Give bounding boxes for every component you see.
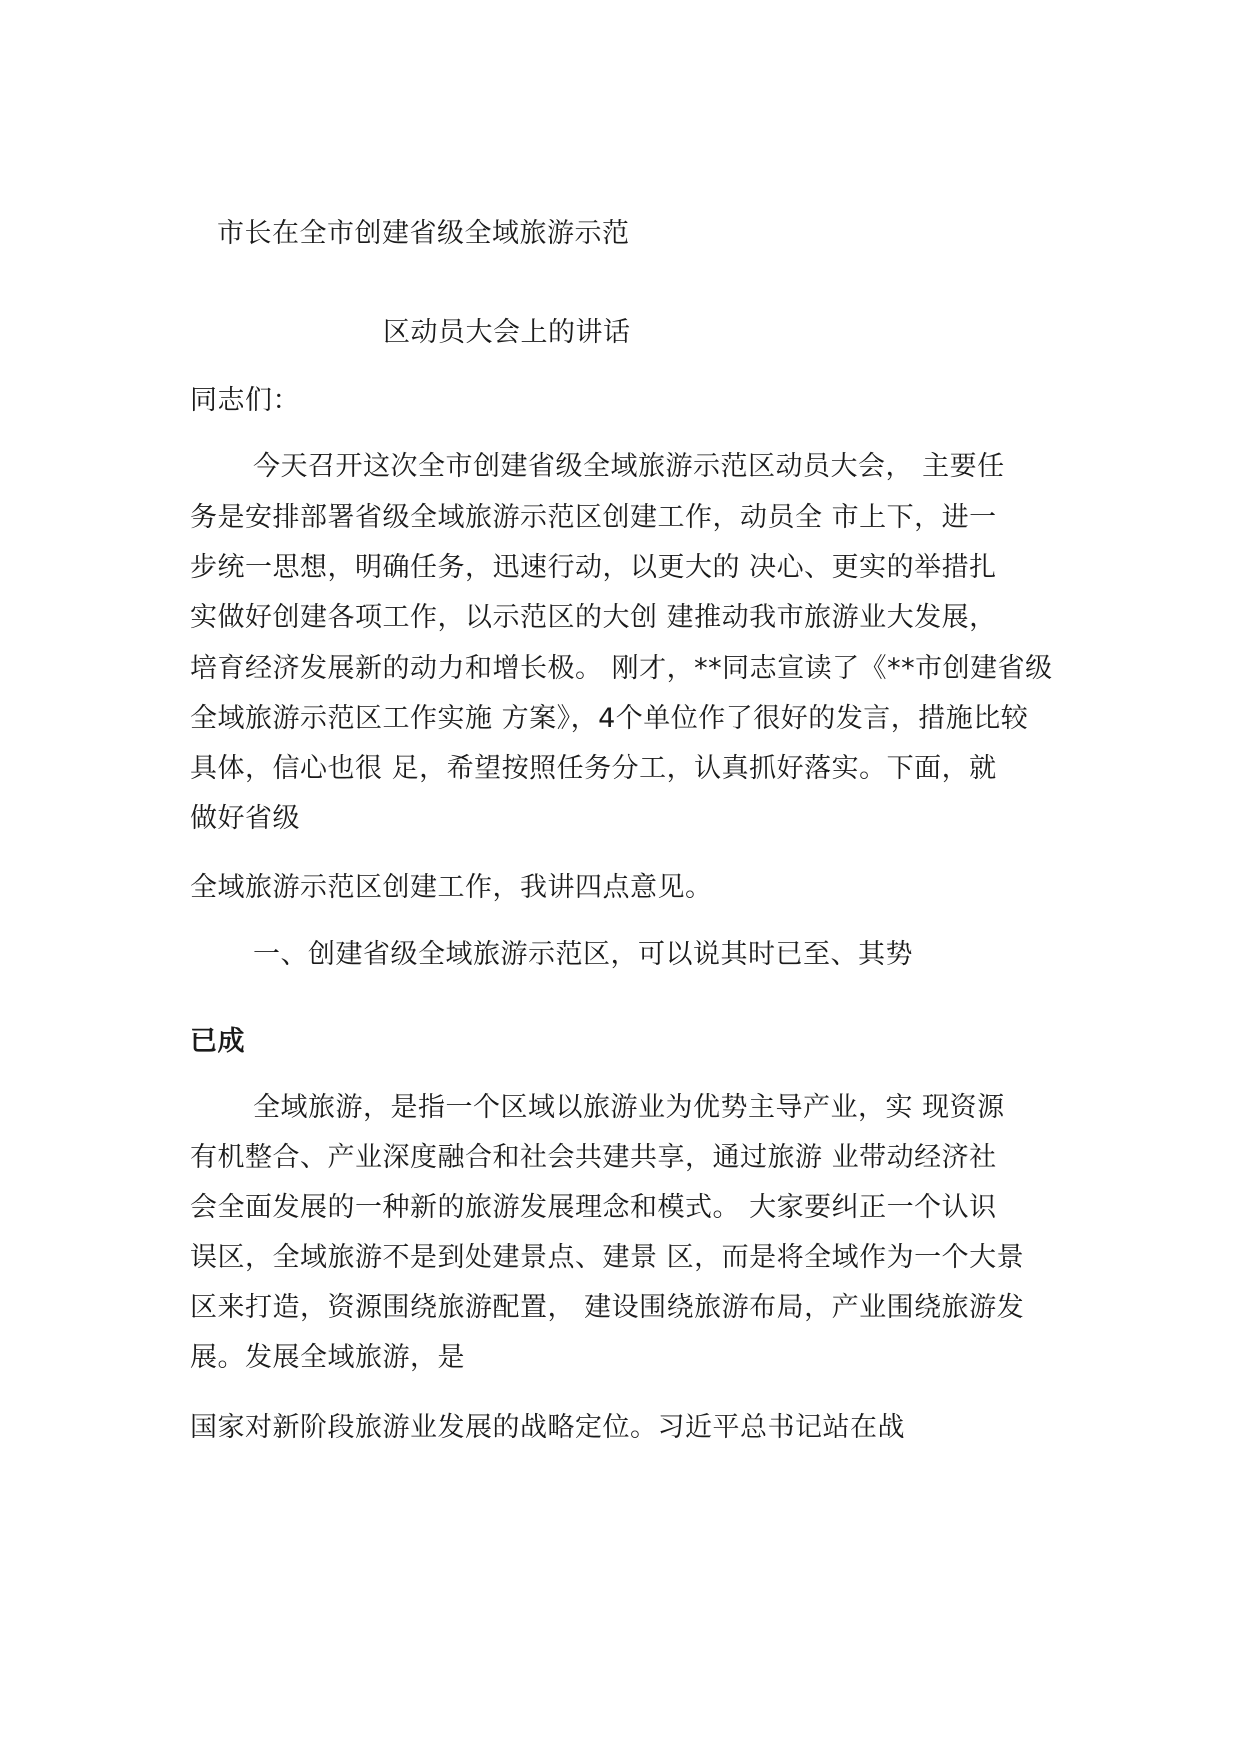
paragraph-1-line: 培育经济发展新的动力和增长极。 刚才，**同志宣读了《**市创建省级 xyxy=(190,653,1053,684)
paragraph-1-line: 全域旅游示范区工作实施 方案》，4个单位作了很好的发言，措施比较 xyxy=(190,703,1029,734)
paragraph-1-tail: 全域旅游示范区创建工作，我讲四点意见。 xyxy=(190,872,713,903)
paragraph-2-line: 会全面发展的一种新的旅游发展理念和模式。 大家要纠正一个认识 xyxy=(190,1192,997,1223)
paragraph-2-line: 全域旅游，是指一个区域以旅游业为优势主导产业，实 现资源 xyxy=(253,1092,1005,1123)
document-title-line-1: 市长在全市创建省级全域旅游示范 xyxy=(217,218,630,249)
paragraph-1-line: 做好省级 xyxy=(190,803,300,834)
paragraph-2-line: 误区，全域旅游不是到处建景点、建景 区，而是将全域作为一个大景 xyxy=(190,1242,1025,1273)
paragraph-1-line: 步统一思想，明确任务，迅速行动，以更大的 决心、更实的举措扎 xyxy=(190,552,997,583)
paragraph-1-line: 今天召开这次全市创建省级全域旅游示范区动员大会， 主要任 xyxy=(253,451,1005,482)
section-1-heading-tail: 已成 xyxy=(190,1026,245,1057)
paragraph-1-line: 实做好创建各项工作，以示范区的大创 建推动我市旅游业大发展， xyxy=(190,602,997,633)
paragraph-1-line: 具体，信心也很 足，希望按照任务分工，认真抓好落实。下面，就 xyxy=(190,753,997,784)
paragraph-2-line: 区来打造，资源围绕旅游配置， 建设围绕旅游布局，产业围绕旅游发 xyxy=(190,1292,1025,1323)
paragraph-2-tail: 国家对新阶段旅游业发展的战略定位。习近平总书记站在战 xyxy=(190,1412,905,1443)
paragraph-2-line: 有机整合、产业深度融合和社会共建共享，通过旅游 业带动经济社 xyxy=(190,1142,997,1173)
paragraph-2-line: 展。发展全域旅游，是 xyxy=(190,1342,465,1373)
section-1-heading: 一、创建省级全域旅游示范区，可以说其时已至、其势 xyxy=(253,939,913,970)
salutation: 同志们： xyxy=(190,385,300,416)
paragraph-1-line: 务是安排部署省级全域旅游示范区创建工作，动员全 市上下，进一 xyxy=(190,502,997,533)
document-title-line-2: 区动员大会上的讲话 xyxy=(383,317,631,348)
